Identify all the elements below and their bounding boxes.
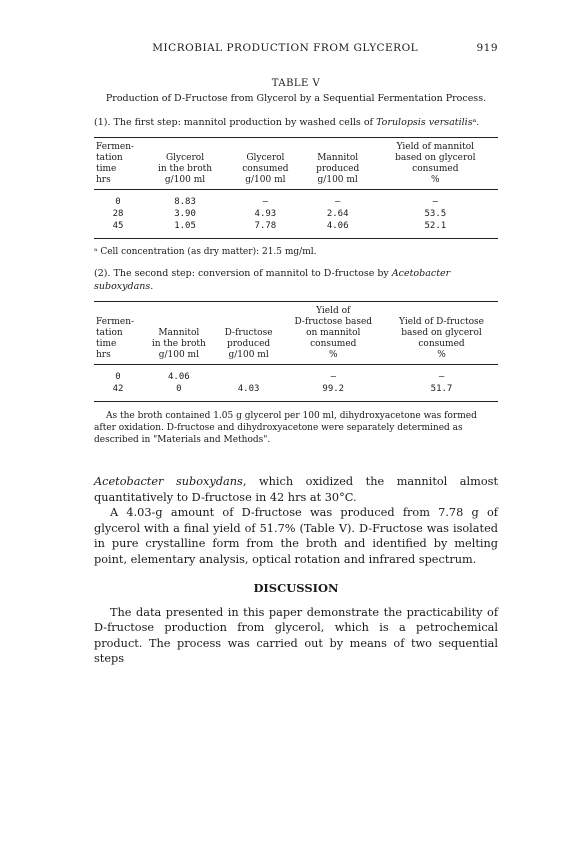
step1-table bbox=[94, 137, 498, 239]
header-cell: consumed bbox=[310, 339, 357, 349]
paragraph-1-rest: , which oxidized the mannitol almost quantitatively to D-fructose in 42 hrs at 30°C. bbox=[94, 475, 498, 504]
step2-table bbox=[94, 301, 498, 402]
table-cell: 3.90 bbox=[174, 209, 196, 219]
table-header-row bbox=[94, 350, 498, 365]
table-cell: 4.03 bbox=[216, 383, 282, 402]
page bbox=[94, 42, 498, 667]
table-cell: 51.7 bbox=[385, 383, 498, 402]
table-row bbox=[94, 365, 498, 384]
table-cell: 1.05 bbox=[142, 220, 228, 239]
table-cell: 99.2 bbox=[282, 383, 386, 402]
header-cell bbox=[216, 302, 282, 318]
table-header-row bbox=[94, 328, 498, 339]
table-cell: 53.5 bbox=[424, 209, 447, 219]
paragraph-3: The data presented in this paper demonstrate the practicability of D-fructose production from glycerol, which is a petrochemical product. The process was carried out by means of two sequential steps bbox=[94, 605, 498, 665]
table-cell: 28 bbox=[112, 209, 124, 219]
table-cell: — bbox=[438, 372, 445, 382]
header-cell: % bbox=[373, 175, 498, 190]
step2-title bbox=[94, 267, 498, 293]
table-header-row bbox=[94, 138, 498, 154]
header-cell bbox=[216, 317, 282, 328]
step1-organism: Torulopsis versatilis bbox=[376, 117, 473, 128]
step1-title-suffix: ᵃ. bbox=[472, 117, 480, 128]
header-cell: Fermen- bbox=[96, 317, 135, 327]
header-cell: Glycerol bbox=[165, 153, 205, 163]
header-cell: consumed bbox=[418, 339, 465, 349]
paragraph-1-organism: Acetobacter suboxydans bbox=[94, 475, 243, 488]
header-cell: time bbox=[96, 339, 117, 349]
table-cell: — bbox=[334, 197, 341, 207]
header-cell: produced bbox=[316, 164, 360, 174]
header-cell: consumed bbox=[412, 164, 459, 174]
header-cell: g/100 ml bbox=[303, 175, 373, 190]
header-cell: tation bbox=[96, 153, 123, 163]
running-head bbox=[94, 42, 498, 58]
header-cell bbox=[142, 138, 228, 154]
table-caption: Production of D-Fructose from Glycerol by a Sequential Fermentation Process. bbox=[105, 93, 487, 104]
header-cell: Mannitol bbox=[158, 328, 200, 338]
table-cell: 4.06 bbox=[167, 372, 190, 382]
header-cell: hrs bbox=[94, 175, 142, 190]
table-cell: 4.06 bbox=[303, 220, 373, 239]
table-cell: 52.1 bbox=[373, 220, 498, 239]
table-cell: 2.64 bbox=[326, 209, 349, 219]
header-cell: hrs bbox=[94, 350, 142, 365]
header-cell: in the broth bbox=[151, 339, 206, 349]
table-header-row bbox=[94, 339, 498, 350]
header-cell: Yield of bbox=[282, 302, 386, 318]
header-cell: Mannitol bbox=[317, 153, 359, 163]
table-row bbox=[94, 383, 498, 402]
step2-title-suffix: . bbox=[150, 281, 154, 292]
table-header-row bbox=[94, 302, 498, 318]
header-cell: D-fructose bbox=[224, 328, 273, 338]
header-cell: time bbox=[96, 164, 117, 174]
header-cell: Yield of mannitol bbox=[373, 138, 498, 154]
header-cell bbox=[94, 302, 142, 318]
table-row bbox=[94, 220, 498, 239]
table-cell: — bbox=[262, 197, 269, 207]
header-cell: % bbox=[282, 350, 386, 365]
step2-note: As the broth contained 1.05 g glycerol per 100 ml, dihydroxyacetone was formed after oxidation. D-fructose and dihydroxyacetone were separately determined as described in "Materials and Methods". bbox=[94, 411, 477, 445]
table-cell: — bbox=[432, 197, 439, 207]
table-cell: 4.93 bbox=[254, 209, 277, 219]
step2-organism: Acetobacter suboxydans bbox=[94, 268, 451, 292]
header-cell: based on glycerol bbox=[395, 153, 476, 163]
table-header-row bbox=[94, 153, 498, 164]
header-cell: g/100 ml bbox=[142, 175, 228, 190]
table-cell: 7.78 bbox=[228, 220, 303, 239]
section-heading: DISCUSSION bbox=[253, 581, 339, 595]
table-cell: 45 bbox=[94, 220, 142, 239]
step2-title-prefix: (2). The second step: conversion of mannitol to D-fructose by bbox=[94, 268, 392, 279]
paragraph-2: A 4.03-g amount of D-fructose was produced from 7.78 g of glycerol with a final yield of 51.7% (Table V). D-Fructose was isolated in pure crystalline form from the broth and identified by melting point, elementary analysis, optical rotation and infrared spectrum. bbox=[94, 506, 498, 566]
paragraph-1 bbox=[94, 474, 498, 505]
table-row bbox=[94, 208, 498, 220]
running-title: MICROBIAL PRODUCTION FROM GLYCEROL bbox=[152, 42, 419, 54]
header-cell: Fermen- bbox=[94, 138, 142, 154]
header-cell bbox=[228, 138, 303, 154]
header-cell: produced bbox=[226, 339, 271, 349]
table-cell: 8.83 bbox=[174, 197, 196, 207]
header-cell: g/100 ml bbox=[228, 175, 303, 190]
table-cell: 0 bbox=[115, 197, 121, 207]
step1-footnote: ᵃ Cell concentration (as dry matter): 21.5 mg/ml. bbox=[94, 247, 317, 257]
header-cell: Glycerol bbox=[246, 153, 285, 163]
header-cell bbox=[385, 302, 498, 318]
body-text bbox=[94, 474, 498, 667]
header-cell: on mannitol bbox=[306, 328, 361, 338]
table-cell: — bbox=[330, 372, 336, 382]
header-cell: tation bbox=[96, 328, 123, 338]
step1-title bbox=[94, 116, 498, 129]
header-cell: based on glycerol bbox=[401, 328, 482, 338]
step1-title-prefix: (1). The first step: mannitol production by washed cells of bbox=[94, 117, 377, 128]
table-row bbox=[94, 190, 498, 209]
table-header-row bbox=[94, 164, 498, 175]
table-cell: 0 bbox=[142, 383, 216, 402]
header-cell: D-fructose based bbox=[294, 317, 373, 327]
header-cell bbox=[142, 317, 216, 328]
page-number: 919 bbox=[476, 42, 498, 54]
header-cell bbox=[142, 302, 216, 318]
table-cell: 0 bbox=[115, 372, 121, 382]
header-cell: g/100 ml bbox=[142, 350, 216, 365]
header-cell: Yield of D-fructose bbox=[399, 317, 485, 327]
table-label: TABLE V bbox=[271, 78, 321, 89]
header-cell: consumed bbox=[242, 164, 289, 174]
header-cell bbox=[303, 138, 373, 154]
table-cell: 42 bbox=[94, 383, 142, 402]
header-cell: g/100 ml bbox=[216, 350, 282, 365]
table-header-row bbox=[94, 175, 498, 190]
table-cell bbox=[216, 365, 282, 384]
header-cell: % bbox=[385, 350, 498, 365]
table-header-row bbox=[94, 317, 498, 328]
header-cell: in the broth bbox=[158, 164, 213, 174]
